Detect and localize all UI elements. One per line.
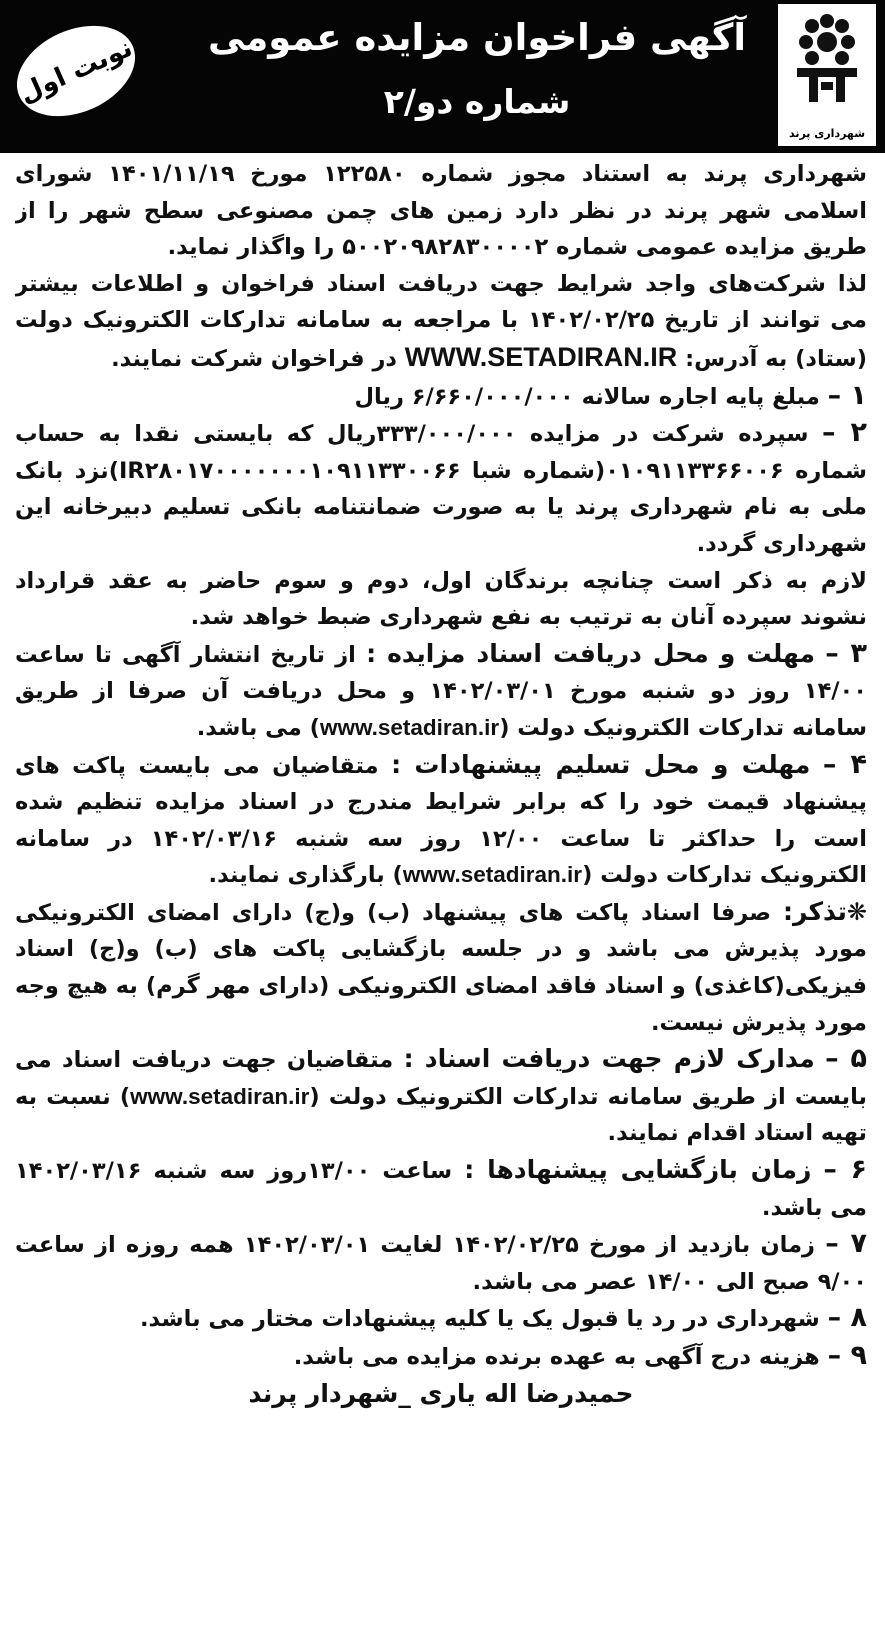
setadiran-link[interactable]: WWW.SETADIRAN.IR (404, 341, 678, 372)
item-2 (15, 415, 867, 562)
item-9 (15, 1338, 867, 1376)
item-number: ۳ – (825, 637, 867, 669)
winners-note (15, 563, 867, 636)
item-text-tail: ) نسبت به تهیه استاد اقدام نمایند. (15, 1083, 867, 1147)
reminder-text: صرفا اسناد پاکت های پیشنهاد (ب) و(ج) دارای امضای الکترونیکی مورد پذیرش می باشد و در جلسه بازگشایی پاکت های (ب) و(ج) اسناد فیزیکی(کاغذی) و اسناد فاقد امضای الکترونیکی (دارای مهر گرم) به هیچ وجه مورد پذیرش نیست. (15, 899, 867, 1036)
item-text: متقاضیان می بایست پاکت های پیشنهاد قیمت خود را که برابر شرایط مندرج در اسناد مزایده تنظیم شده است را حداکثر تا ساعت ۱۲/۰۰ روز سه شنبه ۱۴۰۲/۰۳/۱۶ در سامانه الکترونیک تدارکات دولت ( (15, 752, 867, 889)
item-text: سپرده شرکت در مزایده ۳۳۳/۰۰۰/۰۰۰ریال که بایستی نقدا به حساب شماره ۰۱۰۹۱۱۳۳۶۶۰۰۶(شماره شبا IR۲۸۰۱۷۰۰۰۰۰۰۰۱۰۹۱۱۳۳۰۰۶۶)نزد بانک ملی به نام شهرداری پرند یا به صورت ضمانتنامه بانکی تسلیم دبیرخانه این شهرداری گردد. (15, 421, 867, 557)
notice-title: آگهی فراخوان مزایده عمومی (207, 16, 747, 59)
notice-number: شماره دو/۲ (383, 82, 571, 121)
signature: حمیدرضا اله یاری _شهردار پرند (248, 1378, 634, 1408)
item-number: ۴ – (822, 748, 867, 780)
header-band (0, 0, 885, 153)
item-heading: مهلت و محل دریافت اسناد مزایده : (366, 638, 816, 668)
asterisk-icon: ❋ (846, 897, 867, 926)
notice-body (15, 156, 867, 1646)
winners-note-text: لازم به ذکر است چنانچه برندگان اول، دوم و سوم حاضر به عقد قرارداد نشوند سپرده آنان به ترتیب به نفع شهرداری ضبط خواهد شد. (15, 567, 867, 631)
reminder (15, 894, 867, 1041)
invite-paragraph (15, 266, 867, 378)
intro-paragraph (15, 156, 867, 266)
invite-text: لذا شرکت‌های واجد شرایط جهت دریافت اسناد فراخوان و اطلاعات بیشتر می توانند از تاریخ ۱۴۰۲/۰۲/۲۵ با مراجعه به سامانه تدارکات الکترونیک دولت (ستاد) به آدرس: (15, 270, 867, 372)
parand-emblem-icon (785, 12, 869, 112)
item-number: ۶ – (823, 1154, 867, 1186)
item-text: هزینه درج آگهی به عهده برنده مزایده می باشد. (293, 1344, 820, 1370)
item-text-tail: ) می باشد. (196, 714, 320, 741)
item-3 (15, 636, 867, 747)
setadiran-link[interactable]: www.setadiran.ir (319, 714, 500, 740)
item-text: زمان بازدید از مورخ ۱۴۰۲/۰۲/۲۵ لغایت ۱۴۰۲/۰۳/۰۱ همه روزه از ساعت ۹/۰۰ صبح الی ۱۴/۰۰ عصر می باشد. (15, 1232, 867, 1295)
item-heading: زمان بازگشایی پیشنهادها : (464, 1155, 812, 1185)
round-badge-label: نوبت اول (15, 32, 137, 110)
municipality-logo (777, 3, 877, 147)
item-text-tail: ) بارگذاری نمایند. (208, 862, 403, 889)
item-text: ساعت ۱۳/۰۰روز سه شنبه ۱۴۰۲/۰۳/۱۶ می باشد. (15, 1158, 867, 1221)
round-badge (3, 8, 150, 133)
invite-tail: در فراخوان شرکت نمایند. (111, 345, 397, 372)
intro-text: شهرداری پرند به استناد مجوز شماره ۱۲۲۵۸۰ مورخ ۱۴۰۱/۱۱/۱۹ شورای اسلامی شهر پرند در نظر دارد زمین های چمن مصنوعی سطح شهر را از طریق مزایده عمومی شماره ۵۰۰۲۰۹۸۲۸۳۰۰۰۰۲ را واگذار نماید. (15, 161, 867, 261)
item-heading: مدارک لازم جهت دریافت اسناد : (403, 1044, 815, 1074)
item-text: شهرداری در رد یا قبول یک یا کلیه پیشنهادات مختار می باشد. (139, 1306, 820, 1333)
item-text: مبلغ پایه اجاره سالانه ۶/۶۶۰/۰۰۰/۰۰۰ ریال (354, 383, 820, 410)
item-7 (15, 1226, 867, 1300)
item-4 (15, 747, 867, 894)
item-1 (15, 378, 867, 416)
item-6 (15, 1152, 867, 1226)
item-number: ۲ – (821, 417, 867, 449)
logo-caption: شهرداری پرند (788, 127, 866, 140)
item-number: ۱ – (827, 379, 867, 411)
item-text: از تاریخ انتشار آگهی تا ساعت ۱۴/۰۰ روز دو شنبه مورخ ۱۴۰۲/۰۳/۰۱ و محل دریافت آن صرفا از طریق سامانه تدارکات الکترونیک دولت ( (15, 641, 867, 741)
setadiran-link[interactable]: www.setadiran.ir (402, 862, 583, 888)
item-number: ۸ – (827, 1302, 867, 1334)
setadiran-link[interactable]: www.setadiran.ir (130, 1083, 310, 1109)
item-number: ۹ – (827, 1340, 867, 1371)
reminder-heading: تذکر: (782, 896, 847, 926)
item-8 (15, 1300, 867, 1338)
item-heading: مهلت و محل تسلیم پیشنهادات : (391, 749, 811, 779)
item-5 (15, 1041, 867, 1152)
item-number: ۷ – (825, 1228, 867, 1260)
item-number: ۵ – (825, 1043, 867, 1075)
item-text: متقاضیان جهت دریافت اسناد می بایست از طریق سامانه تدارکات الکترونیک دولت ( (15, 1047, 867, 1110)
